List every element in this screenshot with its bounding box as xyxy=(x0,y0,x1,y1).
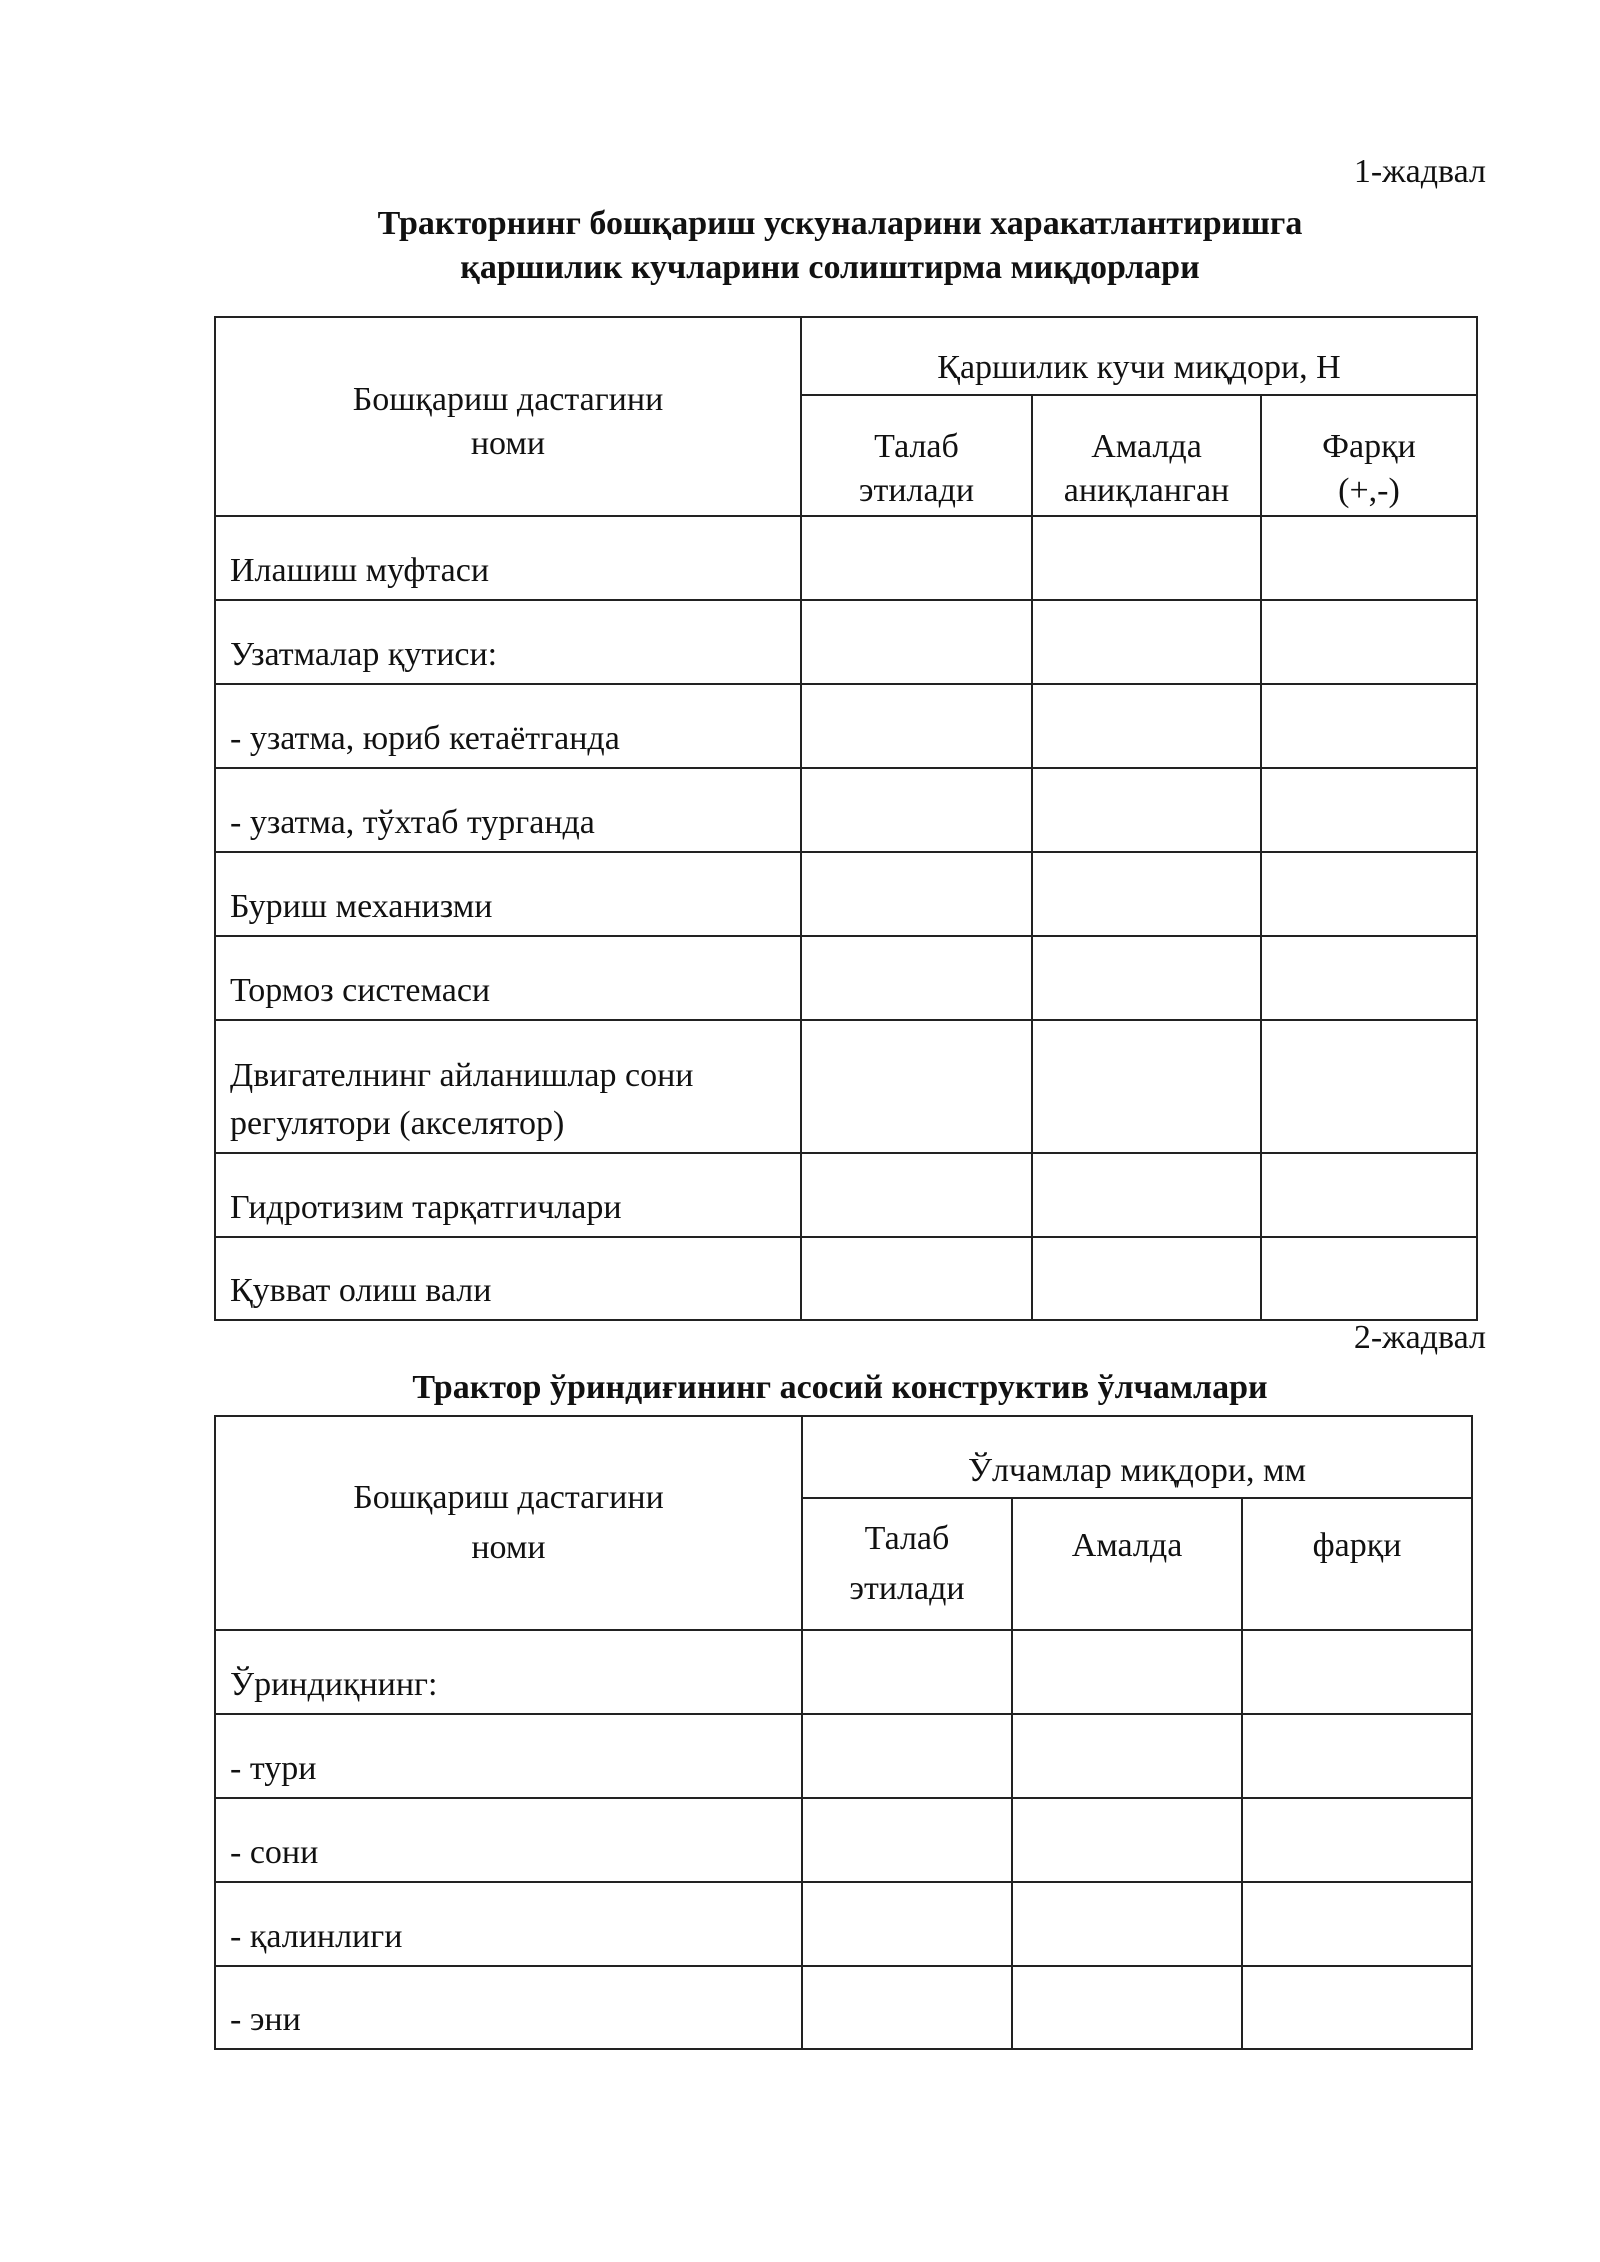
table1 xyxy=(214,316,1478,1321)
table-row xyxy=(215,1882,1472,1966)
input-cell[interactable] xyxy=(1242,1630,1472,1714)
input-cell[interactable] xyxy=(1032,1153,1261,1237)
table2-header-actual: Амалда xyxy=(1012,1498,1242,1630)
input-cell[interactable] xyxy=(1032,936,1261,1020)
row-label: - сони xyxy=(215,1798,802,1882)
table2-header-name xyxy=(215,1416,802,1630)
table-row xyxy=(215,768,1477,852)
input-cell[interactable] xyxy=(1261,768,1477,852)
input-cell[interactable] xyxy=(1012,1630,1242,1714)
table2-header-group: Ўлчамлар миқдори, мм xyxy=(802,1416,1472,1498)
input-cell[interactable] xyxy=(801,936,1032,1020)
input-cell[interactable] xyxy=(1261,1237,1477,1320)
input-cell[interactable] xyxy=(1261,516,1477,600)
input-cell[interactable] xyxy=(1261,1020,1477,1153)
input-cell[interactable] xyxy=(1261,600,1477,684)
input-cell[interactable] xyxy=(1032,852,1261,936)
input-cell[interactable] xyxy=(1261,936,1477,1020)
input-cell[interactable] xyxy=(801,768,1032,852)
table-row xyxy=(215,600,1477,684)
table2-header-required-line1: Талаб xyxy=(864,1520,950,1557)
row-label: Ўриндиқнинг: xyxy=(215,1630,802,1714)
input-cell[interactable] xyxy=(802,1966,1012,2049)
input-cell[interactable] xyxy=(1012,1966,1242,2049)
table2-header-required-line2: этилади xyxy=(849,1570,965,1607)
table1-header-difference-line1: Фарқи xyxy=(1322,428,1416,465)
table2-number-label: 2-жадвал xyxy=(1353,1319,1486,1356)
input-cell[interactable] xyxy=(1261,684,1477,768)
input-cell[interactable] xyxy=(1032,516,1261,600)
input-cell[interactable] xyxy=(1012,1714,1242,1798)
row-label: Қувват олиш вали xyxy=(215,1237,801,1320)
row-label-line2: регулятори (акселятор) xyxy=(230,1105,565,1142)
table-row xyxy=(215,1020,1477,1153)
input-cell[interactable] xyxy=(1032,768,1261,852)
row-label: Илашиш муфтаси xyxy=(215,516,801,600)
table2-header-name-line2: номи xyxy=(471,1529,546,1566)
table1-header-actual xyxy=(1032,395,1261,516)
input-cell[interactable] xyxy=(1032,1237,1261,1320)
table1-header-actual-line1: Амалда xyxy=(1091,428,1202,465)
table1-header-actual-line2: аниқланган xyxy=(1063,472,1230,509)
row-label: Узатмалар қутиси: xyxy=(215,600,801,684)
row-label: - узатма, тўхтаб турганда xyxy=(215,768,801,852)
input-cell[interactable] xyxy=(801,1020,1032,1153)
input-cell[interactable] xyxy=(801,1153,1032,1237)
input-cell[interactable] xyxy=(801,600,1032,684)
table1-header-group: Қаршилик кучи миқдори, Н xyxy=(801,317,1477,395)
input-cell[interactable] xyxy=(802,1798,1012,1882)
table1-header-name-line2: номи xyxy=(470,424,546,462)
table2-header-required xyxy=(802,1498,1012,1630)
table-row xyxy=(215,936,1477,1020)
table1-number-label: 1-жадвал xyxy=(1353,153,1486,190)
row-label: - узатма, юриб кетаётганда xyxy=(215,684,801,768)
input-cell[interactable] xyxy=(1242,1714,1472,1798)
input-cell[interactable] xyxy=(1032,1020,1261,1153)
input-cell[interactable] xyxy=(1242,1882,1472,1966)
table-row xyxy=(215,684,1477,768)
table2-header-name-line1: Бошқариш дастагини xyxy=(353,1479,664,1516)
table-row xyxy=(215,1714,1472,1798)
table1-header-difference-line2: (+,-) xyxy=(1338,472,1400,509)
table-row xyxy=(215,1630,1472,1714)
table-row xyxy=(215,1798,1472,1882)
table-row xyxy=(215,516,1477,600)
table1-title-line2: қаршилик кучларини солиштирма миқдорлари xyxy=(460,249,1200,286)
table1-header-required-line1: Талаб xyxy=(874,428,959,465)
input-cell[interactable] xyxy=(801,1237,1032,1320)
input-cell[interactable] xyxy=(1261,1153,1477,1237)
row-label: Тормоз системаси xyxy=(215,936,801,1020)
input-cell[interactable] xyxy=(801,516,1032,600)
row-label: - қалинлиги xyxy=(215,1882,802,1966)
input-cell[interactable] xyxy=(1261,852,1477,936)
table-row xyxy=(215,1153,1477,1237)
table-row xyxy=(215,1966,1472,2049)
table1-header-name xyxy=(215,317,801,516)
input-cell[interactable] xyxy=(802,1630,1012,1714)
table1-header-name-line1: Бошқариш дастагини xyxy=(352,380,664,418)
table-row xyxy=(215,1237,1477,1320)
table2-header-difference: фарқи xyxy=(1242,1498,1472,1630)
input-cell[interactable] xyxy=(1012,1882,1242,1966)
table2 xyxy=(214,1415,1473,2050)
input-cell[interactable] xyxy=(1242,1966,1472,2049)
row-label: Буриш механизми xyxy=(215,852,801,936)
table-row xyxy=(215,852,1477,936)
input-cell[interactable] xyxy=(1242,1798,1472,1882)
table1-title-line1: Тракторнинг бошқариш ускуналарини харакатлантиришга xyxy=(377,205,1303,242)
row-label: Гидротизим тарқатгичлари xyxy=(215,1153,801,1237)
table2-header-row-1 xyxy=(215,1416,1472,1498)
table1-title xyxy=(240,202,1440,290)
input-cell[interactable] xyxy=(801,852,1032,936)
input-cell[interactable] xyxy=(1032,684,1261,768)
row-label: - тури xyxy=(215,1714,802,1798)
table1-header-required xyxy=(801,395,1032,516)
input-cell[interactable] xyxy=(802,1714,1012,1798)
input-cell[interactable] xyxy=(1012,1798,1242,1882)
table2-title: Трактор ўриндиғининг асосий конструктив ўлчамлари xyxy=(412,1369,1268,1406)
row-label xyxy=(215,1020,801,1153)
table1-header-row-1 xyxy=(215,317,1477,395)
input-cell[interactable] xyxy=(802,1882,1012,1966)
input-cell[interactable] xyxy=(1032,600,1261,684)
row-label: - эни xyxy=(215,1966,802,2049)
row-label-line1: Двигателнинг айланишлар сони xyxy=(230,1057,694,1094)
table1-header-required-line2: этилади xyxy=(858,472,975,509)
table1-header-difference xyxy=(1261,395,1477,516)
input-cell[interactable] xyxy=(801,684,1032,768)
